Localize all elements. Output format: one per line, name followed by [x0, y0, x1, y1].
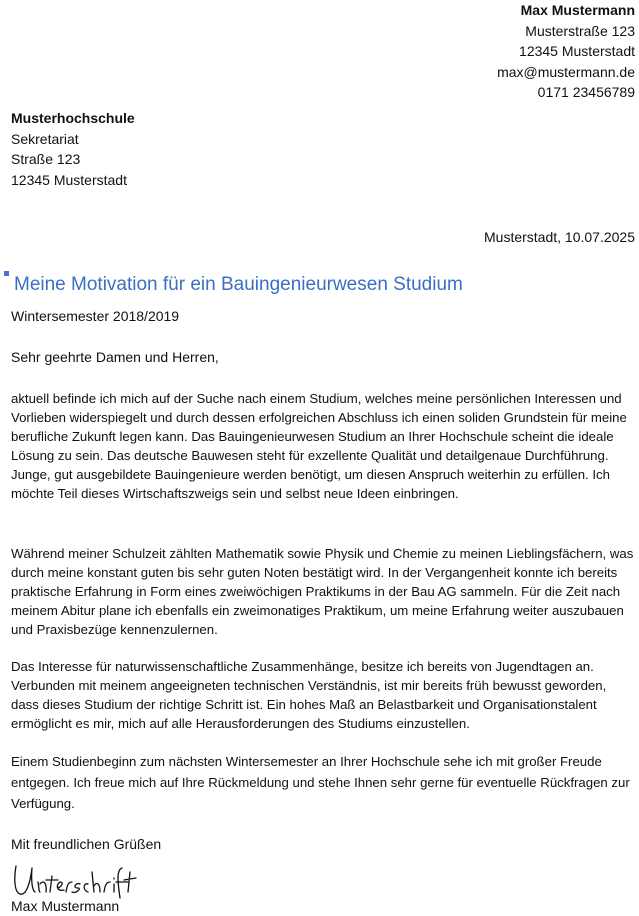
sender-address: [315, 0, 635, 103]
recipient-department: Sekretariat: [11, 130, 79, 147]
recipient-organization: Musterhochschule: [11, 110, 135, 126]
sender-phone: 0171 23456789: [537, 84, 635, 100]
body-paragraph-1: aktuell befinde ich mich auf der Suche nach einem Studium, welches meine persönlichen Interessen und Vorlieben widerspiegelt und durch dessen erfolgreichen Abschluss ich einen soliden Grundstein für meine berufliche Zukunft legen kann. Das Bauingenieurwesen Studium an Ihrer Hochschule scheint die ideale Lösung zu sein. Das deutsche Bauwesen steht für exzellente Qualität und detailgenaue Durchführung. Junge, gut ausgebildete Bauingenieure werden benötigt, um diesen Anspruch weiterhin zu erfüllen. Ich möchte Teil dieses Wirtschaftszweigs sein und selbst neue Ideen einbringen.: [11, 391, 627, 501]
body-paragraph-2: Während meiner Schulzeit zählten Mathematik sowie Physik und Chemie zu meinen Lieblingsfächern, was durch meine konstant guten bis sehr guten Noten bestätigt wird. In der Vergangenheit konnte ich bereits praktische Erfahrung in Form eines zweiwöchigen Praktikums in der Bau AG sammeln. Für die Zeit nach meinem Abitur plane ich ebenfalls ein zweimonatiges Praktikum, um meine Erfahrung weiter auszubauen und Praxisbezüge kennenzulernen.: [11, 546, 634, 637]
body-paragraph-4: Einem Studienbeginn zum nächsten Wintersemester an Ihrer Hochschule sehe ich mit großer Freude entgegen. Ich freue mich auf Ihre Rückmeldung und stehe Ihnen sehr gerne für eventuelle Rückfragen zur Verfügung.: [11, 754, 630, 811]
signer-name: Max Mustermann: [11, 898, 120, 914]
handwritten-signature: [10, 858, 140, 902]
letter-title: Meine Motivation für ein Bauingenieurwesen Studium: [14, 274, 463, 295]
title-marker: [4, 271, 9, 276]
sender-email: max@mustermann.de: [497, 63, 635, 80]
recipient-city: 12345 Musterstadt: [11, 171, 127, 188]
recipient-address: [11, 108, 311, 190]
sender-street: Musterstraße 123: [525, 22, 635, 39]
recipient-street: Straße 123: [11, 151, 81, 167]
salutation: Sehr geehrte Damen und Herren,: [11, 349, 219, 365]
sender-city: 12345 Musterstadt: [519, 43, 635, 59]
sender-name: Max Mustermann: [520, 2, 635, 18]
body-paragraph-3: Das Interesse für naturwissenschaftliche Zusammenhänge, besitze ich bereits von Jugendtagen an. Verbunden mit meinem angeeigneten technischen Verständnis, ist mir bereits früh bewusst geworden, dass dieses Studium der richtige Schritt ist. Ein hohes Maß an Belastbarkeit und Organisationstalent ermöglicht es mir, mich auf alle Herausforderungen des Studiums einzustellen.: [11, 659, 607, 731]
letter-date: Musterstadt, 10.07.2025: [484, 229, 635, 245]
closing: Mit freundlichen Grüßen: [11, 836, 162, 852]
semester: Wintersemester 2018/2019: [11, 308, 180, 324]
